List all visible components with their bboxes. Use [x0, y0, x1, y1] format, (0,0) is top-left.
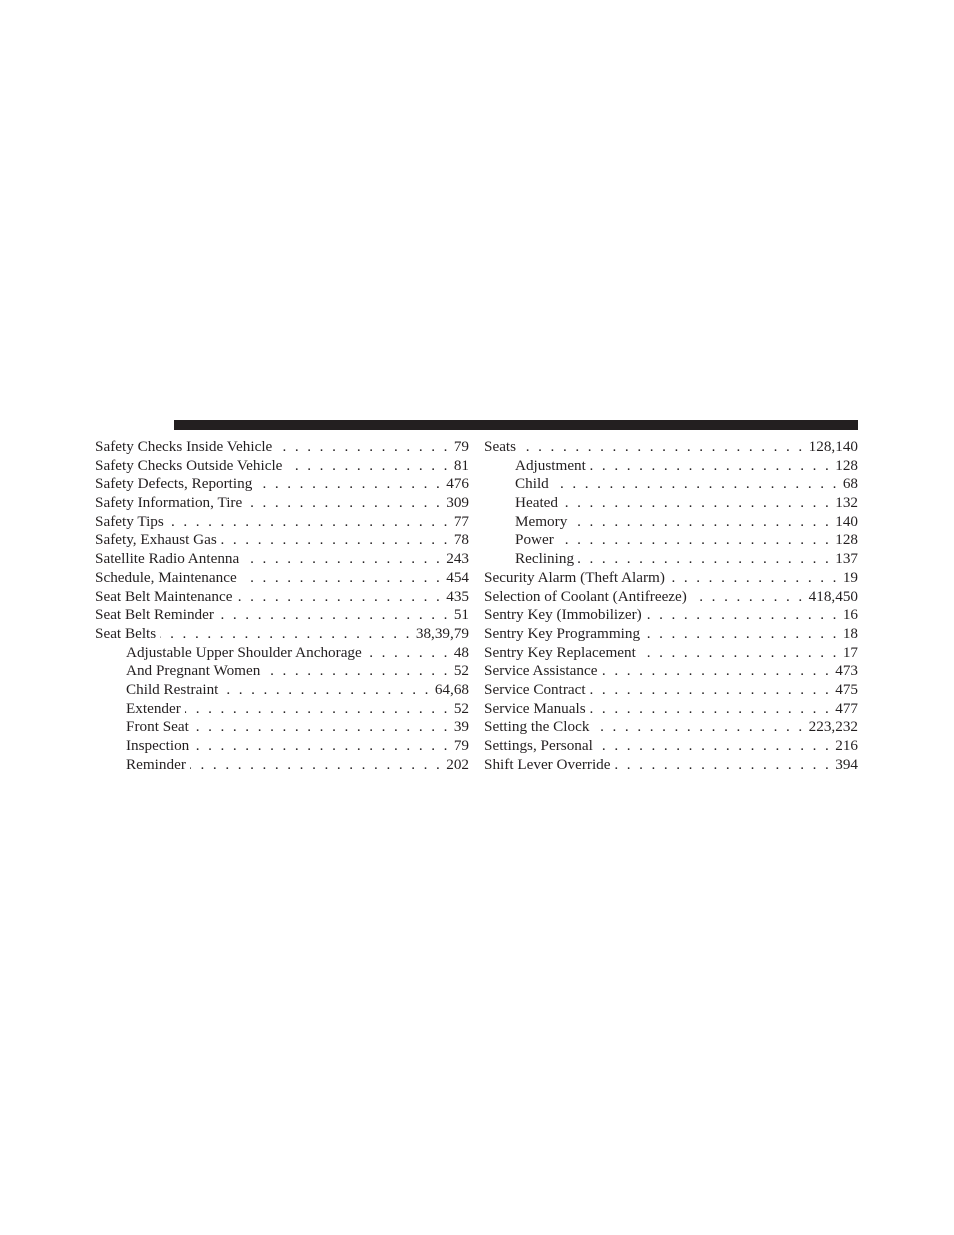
dot-leader [256, 475, 442, 494]
dot-leader [241, 569, 443, 588]
index-entry [484, 569, 858, 588]
index-subentry [95, 662, 469, 681]
index-entry [95, 457, 469, 476]
index-page-numbers: 223,232 [808, 718, 858, 736]
index-subentry [95, 700, 469, 719]
index-term: Safety Checks Outside Vehicle [95, 456, 283, 474]
dot-leader [597, 737, 831, 756]
index-page-numbers: 17 [842, 643, 858, 661]
index-subentry [484, 457, 858, 476]
index-page-numbers: 52 [453, 699, 469, 717]
index-entry [95, 550, 469, 569]
dot-leader [286, 457, 449, 476]
dot-leader [593, 718, 804, 737]
index-page-numbers: 309 [446, 494, 469, 512]
index-term: Adjustable Upper Shoulder Anchorage [126, 643, 362, 661]
index-page-numbers: 473 [835, 662, 858, 680]
index-term: Seat Belts [95, 624, 157, 642]
index-term: Schedule, Maintenance [95, 568, 237, 586]
dot-leader [571, 513, 831, 532]
index-term: Reclining [515, 550, 575, 568]
index-subentry [95, 644, 469, 663]
index-page-numbers: 435 [446, 587, 469, 605]
index-entry [484, 588, 858, 607]
index-page-numbers: 39 [453, 718, 469, 736]
index-page-numbers: 243 [446, 550, 469, 568]
index-term: Service Assistance [484, 662, 598, 680]
index-entry [95, 588, 469, 607]
index-entry [95, 531, 469, 550]
dot-leader [168, 513, 450, 532]
index-entry [484, 718, 858, 737]
index-page-numbers: 38,39,79 [415, 624, 469, 642]
index-term: Safety, Exhaust Gas [95, 531, 217, 549]
index-page-numbers: 18 [842, 624, 858, 642]
index-term: Front Seat [126, 718, 189, 736]
index-entry [484, 644, 858, 663]
index-entry [95, 625, 469, 644]
index-term: Adjustment [515, 456, 586, 474]
index-page-numbers: 68 [842, 475, 858, 493]
dot-leader [590, 457, 831, 476]
dot-leader [185, 700, 450, 719]
index-page-numbers: 128 [835, 456, 858, 474]
dot-leader [218, 606, 450, 625]
dot-leader [590, 681, 832, 700]
index-page-numbers: 418,450 [808, 587, 858, 605]
index-term: Memory [515, 512, 568, 530]
dot-leader [264, 662, 449, 681]
index-term: Shift Lever Override [484, 755, 611, 773]
index-term: Heated [515, 494, 559, 512]
dot-leader [243, 550, 442, 569]
index-term: Sentry Key Programming [484, 624, 641, 642]
index-page-numbers: 202 [446, 755, 469, 773]
index-term: Safety Tips [95, 512, 164, 530]
index-page-numbers: 77 [453, 512, 469, 530]
index-page-numbers: 48 [453, 643, 469, 661]
index-subentry [484, 531, 858, 550]
index-page-numbers: 216 [835, 737, 858, 754]
index-subentry [484, 475, 858, 494]
index-entry [484, 737, 858, 756]
index-page-numbers: 79 [453, 438, 469, 455]
index-subentry [95, 681, 469, 700]
index-term: Seat Belt Reminder [95, 606, 214, 624]
index-term: Seat Belt Maintenance [95, 587, 233, 605]
dot-leader [276, 438, 450, 457]
dot-leader [578, 550, 831, 569]
index-page-numbers: 19 [842, 568, 858, 586]
dot-leader [601, 662, 831, 681]
index-term: Settings, Personal [484, 737, 593, 754]
index-term: Safety Defects, Reporting [95, 475, 253, 493]
index-term: Service Contract [484, 680, 586, 698]
index-page-numbers: 52 [453, 662, 469, 680]
index-term: Selection of Coolant (Antifreeze) [484, 587, 687, 605]
index-entry [95, 438, 469, 457]
index-entry [95, 606, 469, 625]
index-page-numbers: 16 [842, 606, 858, 624]
dot-leader [691, 588, 805, 607]
index-subentry [95, 756, 469, 775]
dot-leader [640, 644, 839, 663]
index-page-numbers: 81 [453, 456, 469, 474]
index-term: Safety Checks Inside Vehicle [95, 438, 273, 455]
index-term: Service Manuals [484, 699, 586, 717]
index-term: Child Restraint [126, 680, 219, 698]
dot-leader [221, 531, 450, 550]
dot-leader [520, 438, 805, 457]
index-term: Extender [126, 699, 181, 717]
index-term: Seats [484, 438, 517, 455]
index-page-numbers: 476 [446, 475, 469, 493]
index-term: Satellite Radio Antenna [95, 550, 240, 568]
index-subentry [484, 550, 858, 569]
index-entry [95, 475, 469, 494]
index-term: Inspection [126, 737, 190, 754]
index-term: And Pregnant Women [126, 662, 261, 680]
index-term: Reminder [126, 755, 186, 773]
index-entry [484, 625, 858, 644]
index-page-numbers: 137 [835, 550, 858, 568]
dot-leader [193, 737, 450, 756]
dot-leader [366, 644, 450, 663]
index-page-numbers: 475 [835, 680, 858, 698]
index-entry [484, 438, 858, 457]
index-term: Setting the Clock [484, 718, 590, 736]
index-subentry [95, 737, 469, 756]
dot-leader [193, 718, 450, 737]
index-entry [484, 756, 858, 775]
index-subentry [484, 494, 858, 513]
header-rule [174, 420, 858, 430]
index-page-numbers: 79 [453, 737, 469, 754]
dot-leader [562, 494, 831, 513]
index-page-numbers: 51 [453, 606, 469, 624]
dot-leader [222, 681, 430, 700]
index-entry [95, 569, 469, 588]
index-page-numbers: 140 [835, 512, 858, 530]
index-subentry [95, 718, 469, 737]
dot-leader [615, 756, 832, 775]
index-term: Sentry Key Replacement [484, 643, 636, 661]
dot-leader [669, 569, 839, 588]
dot-leader [553, 475, 839, 494]
index-entry [484, 606, 858, 625]
index-term: Child [515, 475, 549, 493]
index-entry [484, 681, 858, 700]
index-page-numbers: 128 [835, 531, 858, 549]
dot-leader [644, 625, 839, 644]
index-entry [95, 513, 469, 532]
dot-leader [246, 494, 442, 513]
index-column-left [95, 438, 469, 774]
index-subentry [484, 513, 858, 532]
dot-leader [236, 588, 442, 607]
index-term: Sentry Key (Immobilizer) [484, 606, 642, 624]
index-page-numbers: 78 [453, 531, 469, 549]
index-page-numbers: 64,68 [434, 680, 469, 698]
dot-leader [558, 531, 831, 550]
dot-leader [190, 756, 442, 775]
index-page-numbers: 132 [835, 494, 858, 512]
index-page-numbers: 454 [446, 568, 469, 586]
index-term: Safety Information, Tire [95, 494, 243, 512]
index-page-numbers: 477 [835, 699, 858, 717]
dot-leader [160, 625, 412, 644]
index-page-numbers: 394 [835, 755, 858, 773]
index-term: Security Alarm (Theft Alarm) [484, 568, 665, 586]
index-term: Power [515, 531, 554, 549]
index-column-right [484, 438, 858, 774]
index-entry [484, 700, 858, 719]
dot-leader [590, 700, 832, 719]
index-entry [95, 494, 469, 513]
index-entry [484, 662, 858, 681]
dot-leader [646, 606, 839, 625]
index-page-numbers: 128,140 [808, 438, 858, 455]
